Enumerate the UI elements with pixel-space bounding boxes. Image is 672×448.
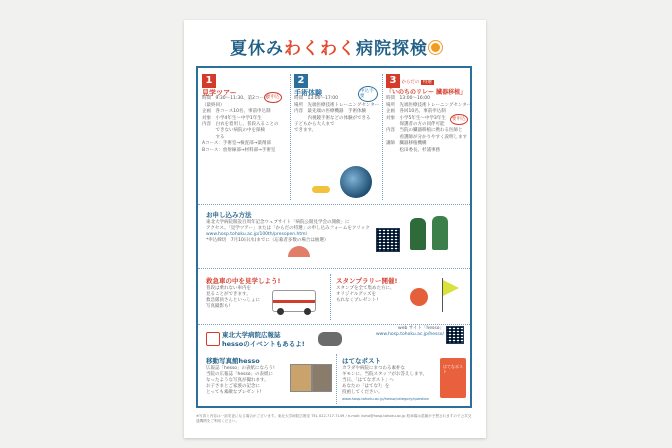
title-highlight: わくわく <box>284 39 356 59</box>
text-line: 救急隊員さんといっしょに <box>206 298 260 303</box>
text-line: 普段は乗れない車内を <box>206 286 251 291</box>
text-line: 東北大学病院開設百周年記念ウェブサイト「病院公開見学会の開催」に <box>206 220 350 225</box>
binoculars-icon <box>318 332 342 346</box>
ambulance-body <box>206 286 270 310</box>
hesso-heading: 東北大学病院広報誌 <box>222 331 281 339</box>
text-line: できます。 <box>294 128 317 134</box>
text-line: 内容 白衣を着用し、普段入ることの <box>202 122 279 128</box>
column-title: 手術体験 <box>294 89 322 97</box>
divider <box>198 204 470 205</box>
web-url[interactable]: www.hosp.tohoku.ac.jp/hesso/ <box>375 332 444 337</box>
text-line: ギモンに、当院スタッフがお答えします。 <box>342 372 428 377</box>
divider <box>198 324 470 325</box>
divider <box>290 74 291 200</box>
badge: 要申込 <box>264 92 282 103</box>
text-line: 場所 先端医療技術トレーニングセンター <box>386 102 472 108</box>
divider <box>198 268 470 269</box>
column-tour <box>202 74 286 154</box>
tag: 特選 <box>422 80 432 85</box>
text-line: 看護師が分かりやすく説明します <box>386 134 467 140</box>
watermelon-icon <box>288 246 310 257</box>
qr-code[interactable] <box>376 228 400 252</box>
text-line: 広報誌「hesso」の表紙になろう! <box>206 366 275 371</box>
column-title: 見学ツアー <box>202 89 237 97</box>
text-line: 時間 13:00〜16:00 <box>386 96 430 102</box>
column-body <box>294 96 378 134</box>
title-part1: 夏休み <box>230 39 284 59</box>
text-line: 写真撮影も! <box>206 304 231 309</box>
ambulance-heading: 救急車の中を見学しよう! <box>206 277 281 285</box>
flyer <box>184 20 486 438</box>
title-part2: 病院探検 <box>356 39 428 59</box>
text-line: 松田委長、杉浦事務 <box>386 147 440 153</box>
text-line: 見ることができます。 <box>206 292 251 297</box>
text-line: オリジナルグッズを <box>336 292 376 297</box>
sun-icon <box>431 43 440 52</box>
surgery-photo <box>340 166 372 198</box>
small-caption: からだの <box>401 80 420 85</box>
post-url[interactable]: www.hosp.tohoku.ac.jp/hesso/category/question <box>342 397 429 401</box>
text-line: できない病院の中を探検 <box>202 128 265 134</box>
column-number: 3 <box>386 74 400 88</box>
column-body <box>202 96 286 154</box>
post-title: はてなポスト <box>342 357 381 365</box>
divider <box>382 74 383 200</box>
question-post-box <box>440 358 466 398</box>
capsule-icon <box>312 186 330 193</box>
text-line: なったような写真が撮れます。 <box>206 378 269 383</box>
text-line: 企画 各コース10名、事前申込制 <box>202 109 271 115</box>
apply-body <box>206 220 372 244</box>
hesso-heading: hessoのイベントもあるよ! <box>222 340 305 348</box>
text-line: 当日、「はてなポスト」へ <box>342 378 394 383</box>
text-line: 企画 各回10名、事前申込制 <box>386 109 446 115</box>
text-line: もれなくプレゼント! <box>336 298 379 303</box>
flag-icon <box>440 278 460 312</box>
stamp-body <box>336 286 416 304</box>
apply-url[interactable]: www.hosp.tohoku.ac.jp/100th/presopen.html <box>206 232 307 237</box>
hesso-logo-icon <box>206 332 220 346</box>
column-transplant <box>386 74 470 154</box>
hesso-cover-photo <box>312 364 332 392</box>
text-line: お子さまとご家族の記念に <box>206 384 260 389</box>
text-line: 対象 小学4年生〜中学1年生 <box>202 115 262 121</box>
flyer-title <box>184 34 486 59</box>
qr-code[interactable] <box>446 326 464 344</box>
text-line: 当院の広報誌「hesso」の表紙に <box>206 372 274 377</box>
divider <box>336 354 337 404</box>
text-line: 内視鏡手術などの体験ができる <box>294 115 371 121</box>
text-line: （最終回） <box>202 102 225 108</box>
hesso-cover-photo <box>290 364 312 392</box>
hesso-web <box>374 326 444 338</box>
text-line: 内容 最先端の医療機器 手術体験 <box>294 109 366 115</box>
text-line: 内容 当院の臓器移植に携わる医師と <box>386 128 463 134</box>
column-surgery <box>294 74 378 135</box>
divider <box>330 274 331 320</box>
text-line: *申込締切 7月10日(水)までに（応募者多数の場合は抽選） <box>206 238 329 243</box>
badge: 要申込 <box>450 114 468 125</box>
text-line: 時間 9:30〜11:30、第2コース <box>202 96 269 102</box>
text-line: 時間 13:00〜17:00 <box>294 96 338 102</box>
text-line: する <box>202 134 225 140</box>
photo-studio-title: 移動写真館hesso <box>206 357 260 365</box>
text-line: 場所 先端医療技術トレーニングセンター <box>294 102 380 108</box>
text-line: 子どもから大人まで <box>294 122 335 128</box>
text-line: カラダや病院にまつわる素朴な <box>342 366 405 371</box>
text-line: 保護者の方の同伴可能 <box>386 122 445 128</box>
text-line: Bコース：放射線部→材料部→手術室 <box>202 147 276 153</box>
text-line: とっても素敵なプレゼント! <box>206 390 262 395</box>
child-illustration <box>432 216 448 250</box>
text-line: 投函してください。 <box>342 390 383 395</box>
column-body <box>386 96 470 154</box>
text-line: Aコース：手術室→検査部→薬剤部 <box>202 141 271 147</box>
text-line: あなたの「はてな?」を <box>342 384 390 389</box>
post-body <box>342 366 438 402</box>
ambulance-illustration <box>272 290 316 312</box>
column-title: 「いのちのリレー 臓器移植」 <box>386 89 467 96</box>
stamp-icon <box>410 288 428 306</box>
text-line: アクセス。「見学ツアー」または「からだの特選」の申し込みフォームをクリック <box>206 226 370 231</box>
photo-studio-body <box>206 366 290 396</box>
text-line: 講師 臓器移植機構 <box>386 141 427 147</box>
column-number: 1 <box>202 74 216 88</box>
column-number: 2 <box>294 74 308 88</box>
stamp-heading: スタンプラリー開催! <box>336 277 398 285</box>
content-frame <box>196 66 472 408</box>
footer-note: ※写真と内容は一部変更になる場合がございます。東北大学病院広報室 TEL 022-717-7149 / e-mail: koho@hosp.tohoku.ac.jp 駐車場は混雑が予想されますので公共交通機関をご利用ください。 <box>196 414 472 423</box>
child-illustration <box>410 218 426 250</box>
text-line: 対象 小学5年生〜中学3年生 <box>386 115 446 121</box>
web-label: web サイト「hesso」 <box>398 326 444 331</box>
apply-heading: お申し込み方法 <box>206 211 252 219</box>
post-sign: はてなポスト <box>443 364 463 374</box>
text-line: スタンプを全て集めた方に、 <box>336 286 395 291</box>
badge: 申込不要 <box>358 86 378 102</box>
